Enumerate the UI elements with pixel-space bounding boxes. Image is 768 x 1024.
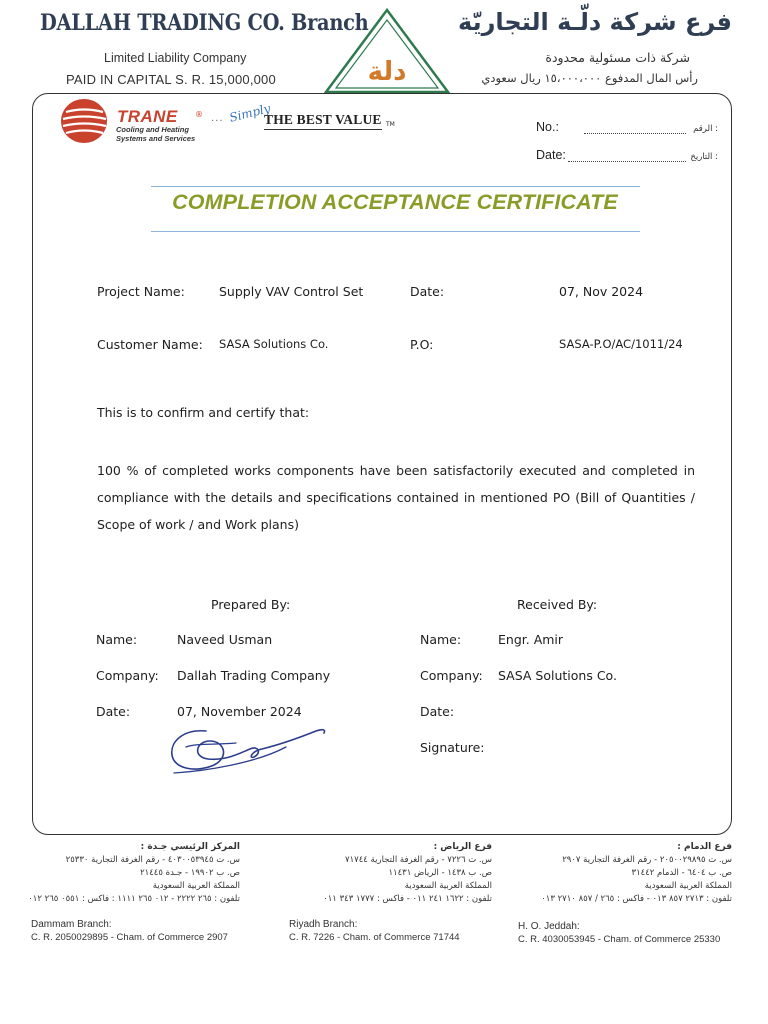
footer-jeddah-en-head: H. O. Jeddah: — [518, 921, 580, 932]
company-type-en: Limited Liability Company — [104, 51, 247, 65]
logo-mark: دلة — [367, 57, 407, 87]
ref-no-field — [584, 133, 686, 134]
footer-dammam-en — [31, 918, 228, 944]
project-date-value: 07, Nov 2024 — [559, 284, 644, 299]
project-name-value: Supply VAV Control Set — [219, 284, 364, 299]
company-type-ar: شركة ذات مسئولية محدودة — [545, 50, 690, 65]
prepared-by-heading: Prepared By: — [211, 597, 291, 612]
customer-name-value: SASA Solutions Co. — [219, 337, 329, 351]
dallah-logo — [324, 8, 450, 94]
footer-jeddah-en-line: C. R. 4030053945 - Cham. of Commerce 25330 — [518, 934, 721, 945]
footer-jeddah-ar-line2: ص. ب ١٩٩٠٢ - جـدة ٢١٤٤٥ — [140, 868, 240, 878]
simply-script: Simply — [227, 101, 272, 125]
trane-brand: TRANE — [117, 107, 178, 126]
customer-name-label: Customer Name: — [97, 337, 203, 352]
footer-dammam-ar-line2: ص. ب ٦٤٠٤ - الدمام ٣١٤٤٢ — [631, 868, 732, 878]
certification-statement: 100 % of completed works components have been satisfactorily executed and completed in compliance with the details and specifications contained in mentioned PO (Bill of Quantities / Scope of work / and Work plans) — [97, 463, 695, 532]
trane-tagline — [116, 126, 195, 143]
received-date-label: Date: — [420, 704, 455, 719]
po-value: SASA-P.O/AC/1011/24 — [559, 337, 683, 351]
footer-jeddah-en — [518, 920, 720, 946]
prepared-date-value: 07, November 2024 — [177, 704, 302, 719]
title-rule-bottom — [151, 231, 640, 232]
prepared-company-label: Company: — [96, 668, 159, 683]
received-company-label: Company: — [420, 668, 483, 683]
footer-riyadh-ar — [323, 841, 492, 906]
paid-capital-ar: رأس المال المدفوع ١٥،٠٠٠،٠٠٠ ريال سعودي — [481, 71, 698, 85]
ref-no-label-ar: : الرقم — [693, 124, 718, 134]
footer-riyadh-ar-line3: المملكة العربية السعودية — [404, 881, 492, 891]
prepared-date-label: Date: — [96, 704, 131, 719]
title-rule-top — [151, 186, 640, 187]
trane-tagline-1: Cooling and Heating — [116, 125, 189, 134]
footer-jeddah-ar-line4: تلفون : ٢٦٥ ٢٢٢٢ - ٠١٢ ٢٦٥ ١١١١ : فاكس : ٠٥٥١ ٢٦٥ ٠١٢ — [28, 894, 240, 904]
prepared-name-label: Name: — [96, 632, 138, 647]
slogan-dots: ... — [211, 113, 224, 124]
footer-jeddah-ar-line1: س. ت ٤٠٣٠٠٥٣٩٤٥ - رقم الغرفة التجارية ٢٥٣٣٠ — [65, 855, 240, 865]
project-date-label: Date: — [410, 284, 445, 299]
company-name-ar: فرع شركة دلّـة التجاريّة — [458, 8, 732, 36]
paid-capital-en: PAID IN CAPITAL S. R. 15,000,000 — [66, 72, 276, 87]
ref-no-label: No.: — [536, 120, 559, 134]
received-by-heading: Received By: — [517, 597, 598, 612]
footer-riyadh-ar-line4: تلفون : ١٦٢٢ ٢٤١ ٠١١ - فاكس : ١٧٧٧ ٣٤٣ ٠١١ — [323, 894, 492, 904]
registered-mark: ® — [195, 110, 203, 119]
company-name-en: DALLAH TRADING CO. Branch — [40, 10, 369, 36]
footer-dammam-en-head: Dammam Branch: — [31, 919, 112, 930]
footer-jeddah-ar — [28, 841, 240, 906]
prepared-name-value: Naveed Usman — [177, 632, 273, 647]
ref-date-field — [568, 161, 686, 162]
certificate-title: COMPLETION ACCEPTANCE CERTIFICATE — [172, 190, 618, 214]
footer-riyadh-en-head: Riyadh Branch: — [289, 919, 358, 930]
footer-dammam-ar-line3: المملكة العربية السعودية — [644, 881, 732, 891]
received-company-value: SASA Solutions Co. — [498, 668, 617, 683]
received-name-label: Name: — [420, 632, 462, 647]
footer-riyadh-ar-line2: ص. ب ١٤٣٨ - الرياض ١١٤٣١ — [388, 868, 492, 878]
trane-logo-icon — [60, 98, 108, 144]
handwritten-signature — [166, 723, 332, 781]
footer-riyadh-en-line: C. R. 7226 - Cham. of Commerce 71744 — [289, 932, 460, 943]
footer-dammam-en-line: C. R. 2050029895 - Cham. of Commerce 2907 — [31, 932, 228, 943]
confirm-line: This is to confirm and certify that: — [97, 405, 310, 420]
footer-riyadh-ar-head: فرع الرياض : — [433, 842, 492, 852]
footer-dammam-ar-line1: س. ت ٢٠٥٠٠٢٩٨٩٥ - رقم الغرفة التجارية ٢٩٠٧ — [562, 855, 732, 865]
footer-riyadh-en — [289, 918, 460, 944]
project-name-label: Project Name: — [97, 284, 185, 299]
footer-jeddah-ar-head: المركز الرئيسي جـدة : — [140, 842, 240, 852]
trademark-mark: TM — [386, 121, 395, 128]
footer-dammam-ar-head: فرع الدمام : — [677, 842, 732, 852]
po-label: P.O: — [410, 337, 434, 352]
ref-date-label-ar: : التاريخ — [690, 152, 718, 162]
best-value-slogan: THE BEST VALUE — [264, 112, 382, 130]
footer-jeddah-ar-line3: المملكة العربية السعودية — [152, 881, 240, 891]
trane-tagline-2: Systems and Services — [116, 133, 196, 143]
footer-riyadh-ar-line1: س. ت ٧٢٢٦ - رقم الغرفة التجارية ٧١٧٤٤ — [345, 855, 492, 865]
received-name-value: Engr. Amir — [498, 632, 564, 647]
footer-dammam-ar-line4: تلفون : ٢٧١٣ ٨٥٧ ٠١٣ - فاكس : ٢٦٥ / ٨٥٧ ٢٧١٠ ٠١٣ — [541, 894, 732, 904]
ref-date-label: Date: — [536, 148, 566, 162]
prepared-company-value: Dallah Trading Company — [177, 668, 331, 683]
received-signature-label: Signature: — [420, 740, 485, 755]
footer-dammam-ar — [541, 841, 732, 906]
